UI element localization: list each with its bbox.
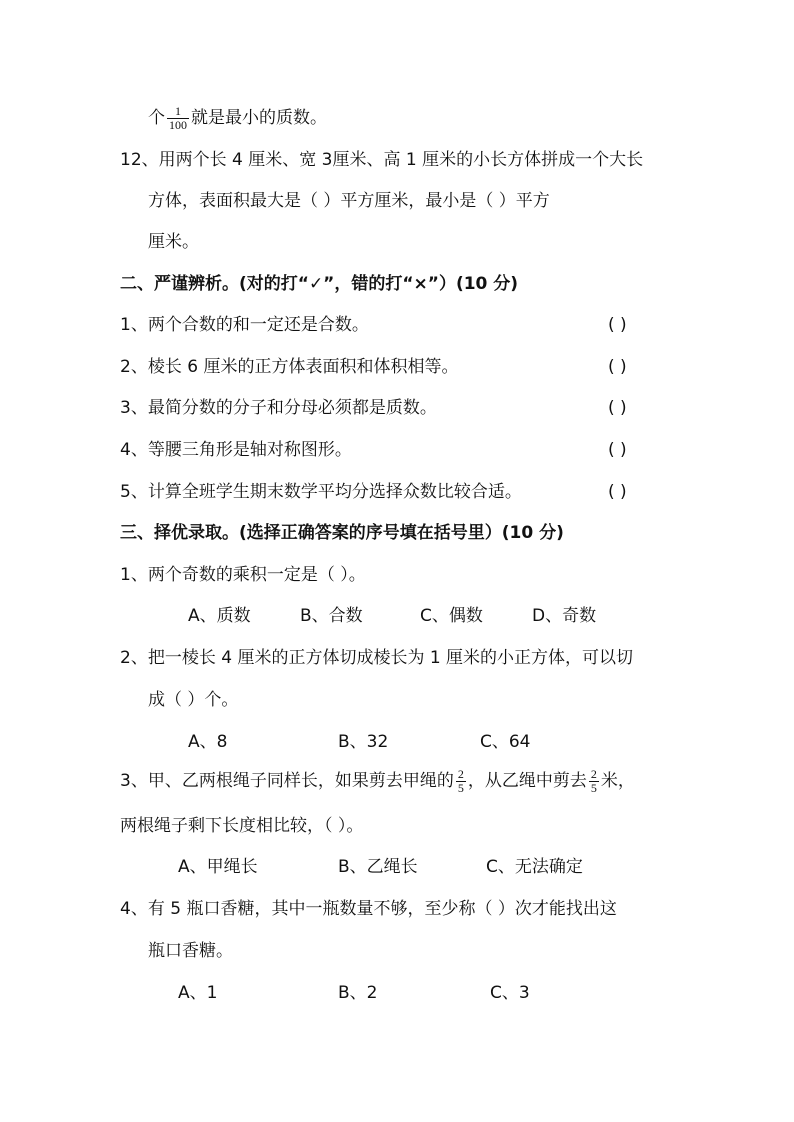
s3-q1-text: 1、两个奇数的乘积一定是（ ）。 — [120, 565, 366, 585]
s3-q1-option-c[interactable]: C、偶数 — [420, 606, 483, 626]
s2-item-2: 2、棱长 6 厘米的正方体表面积和体积相等。 — [120, 357, 459, 377]
s3-q2-line2: 成（ ）个。 — [148, 690, 239, 710]
s2-answer-paren-5[interactable]: ( ) — [608, 482, 627, 502]
s3-q1-option-d[interactable]: D、奇数 — [532, 606, 597, 626]
s3-q3-option-a[interactable]: A、甲绳长 — [178, 857, 258, 877]
s3-q1-option-a[interactable]: A、质数 — [188, 606, 251, 626]
s3-q3-option-b[interactable]: B、乙绳长 — [338, 857, 418, 877]
q12-line2: 方体，表面积最大是（ ）平方厘米，最小是（ ）平方 — [148, 191, 550, 211]
fraction-numerator: 2 — [457, 766, 464, 781]
s3-q3-line2: 两根绳子剩下长度相比较，（ ）。 — [120, 816, 364, 836]
s3-q3-line1 — [120, 766, 635, 796]
s2-item-1: 1、两个合数的和一定还是合数。 — [120, 315, 369, 335]
fraction-numerator: 2 — [590, 766, 597, 781]
s3-q3-post: 米， — [600, 771, 635, 791]
s3-q1-option-b[interactable]: B、合数 — [300, 606, 363, 626]
fraction-denominator: 5 — [590, 780, 597, 795]
s2-answer-paren-1[interactable]: ( ) — [608, 315, 627, 335]
s3-q3-mid: ，从乙绳中剪去 — [467, 771, 587, 791]
s2-item-5: 5、计算全班学生期末数学平均分选择众数比较合适。 — [120, 482, 522, 502]
s3-q2-line1: 2、把一棱长 4 厘米的正方体切成棱长为 1 厘米的小正方体，可以切 — [120, 648, 634, 668]
fraction-one-hundredth — [167, 105, 189, 132]
q11-continuation — [148, 103, 327, 133]
q12-line1: 12、用两个长 4 厘米、宽 3厘米、高 1 厘米的小长方体拼成一个大长 — [120, 150, 644, 170]
s3-q2-option-a[interactable]: A、8 — [188, 732, 228, 752]
q11-prefix: 个 — [148, 108, 165, 128]
s3-q3-option-c[interactable]: C、无法确定 — [486, 857, 583, 877]
s2-item-3: 3、最简分数的分子和分母必须都是质数。 — [120, 398, 437, 418]
s3-q4-option-a[interactable]: A、1 — [178, 983, 218, 1003]
fraction-denominator: 5 — [457, 780, 464, 795]
s2-answer-paren-3[interactable]: ( ) — [608, 398, 627, 418]
s3-q4-line1: 4、有 5 瓶口香糖，其中一瓶数量不够，至少称（ ）次才能找出这 — [120, 899, 617, 919]
s3-q3-pre: 3、甲、乙两根绳子同样长，如果剪去甲绳的 — [120, 771, 454, 791]
fraction-two-fifths-1 — [456, 768, 466, 795]
s3-q2-option-b[interactable]: B、32 — [338, 732, 389, 752]
s2-answer-paren-2[interactable]: ( ) — [608, 357, 627, 377]
q12-line3: 厘米。 — [148, 232, 199, 252]
fraction-numerator: 1 — [175, 103, 181, 118]
s3-q2-option-c[interactable]: C、64 — [480, 732, 531, 752]
s2-item-4: 4、等腰三角形是轴对称图形。 — [120, 440, 352, 460]
s2-answer-paren-4[interactable]: ( ) — [608, 440, 627, 460]
section2-heading: 二、严谨辨析。(对的打“✓”，错的打“×”）(10 分) — [120, 274, 519, 294]
q11-suffix: 就是最小的质数。 — [191, 108, 327, 128]
s3-q4-line2: 瓶口香糖。 — [148, 941, 233, 961]
fraction-two-fifths-2 — [589, 768, 599, 795]
s3-q4-option-c[interactable]: C、3 — [490, 983, 530, 1003]
fraction-denominator: 100 — [169, 117, 187, 132]
s3-q4-option-b[interactable]: B、2 — [338, 983, 378, 1003]
section3-heading: 三、择优录取。(选择正确答案的序号填在括号里）(10 分) — [120, 523, 564, 543]
